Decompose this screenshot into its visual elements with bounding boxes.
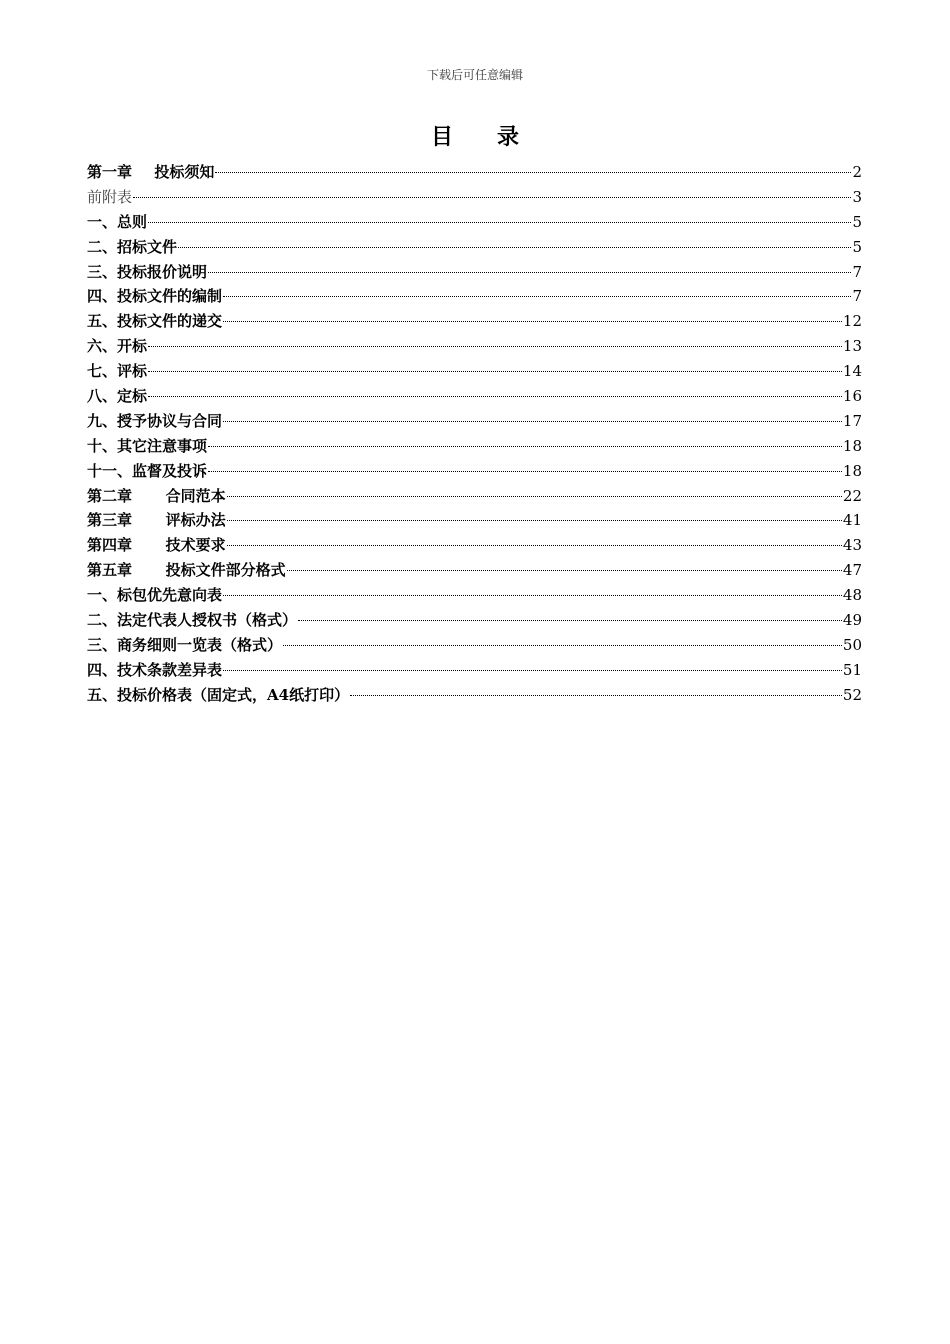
toc-entry-label: [87, 284, 222, 309]
toc-entry[interactable]: [87, 185, 862, 210]
toc-entry-label: [87, 608, 297, 633]
toc-entry-heading: 六、开标: [87, 337, 148, 356]
toc-leader-dots: [148, 371, 842, 372]
toc-page-number: 14: [842, 362, 862, 381]
toc-leader-dots: [208, 272, 851, 273]
toc-entry-label: [87, 260, 207, 285]
toc-page-number: 2: [852, 163, 862, 181]
toc-entry-label: [87, 235, 177, 260]
toc-entry[interactable]: [87, 235, 862, 260]
toc-entry-heading: 五、投标价格表（固定式，A4纸打印）: [87, 685, 350, 704]
toc-entry[interactable]: [87, 608, 862, 633]
toc-entry-heading: 四、技术条款差异表: [87, 660, 223, 679]
toc-leader-dots: [178, 247, 851, 248]
toc-title: [0, 120, 950, 151]
toc-page-number: 52: [842, 685, 862, 704]
toc-leader-dots: [208, 471, 842, 472]
toc-leader-dots: [223, 670, 842, 671]
toc-leader-dots: [287, 570, 842, 571]
toc-entry-label: [87, 533, 226, 558]
toc-entry-label: [87, 210, 147, 235]
toc-entry-label: [87, 309, 222, 334]
toc-entry-heading: 第四章: [87, 536, 133, 555]
toc-entry-label: [87, 185, 132, 210]
toc-entry-label: [87, 409, 222, 434]
toc-page-number: 49: [842, 611, 862, 630]
toc-entry-heading: 七、评标: [87, 362, 148, 381]
toc-leader-dots: [223, 595, 842, 596]
toc-entry[interactable]: [87, 309, 862, 334]
toc-title-right: 录: [497, 124, 520, 150]
toc-entry-label: [87, 658, 222, 683]
toc-leader-dots: [223, 421, 842, 422]
toc-entry-label: [87, 384, 147, 409]
toc-leader-dots: [148, 396, 842, 397]
toc-entry[interactable]: [87, 334, 862, 359]
toc-entry-label: [87, 508, 226, 533]
toc-entry-heading: 二、法定代表人授权书（格式）: [87, 611, 298, 630]
toc-entry[interactable]: [87, 284, 862, 309]
toc-entry-label: [87, 633, 282, 658]
toc-page-number: 13: [842, 337, 862, 356]
toc-entry[interactable]: [87, 533, 862, 558]
toc-leader-dots: [223, 321, 842, 322]
toc-leader-dots: [227, 496, 842, 497]
toc-entry-heading: 第三章: [87, 511, 133, 530]
toc-entry[interactable]: [87, 633, 862, 658]
toc-entry[interactable]: [87, 658, 862, 683]
toc-entry-title: 合同范本: [165, 486, 226, 505]
toc-entry-heading: 八、定标: [87, 387, 148, 406]
toc-leader-dots: [133, 197, 851, 198]
toc-page-number: 48: [842, 586, 862, 605]
toc-entry[interactable]: [87, 409, 862, 434]
toc-entry-heading: 四、投标文件的编制: [87, 287, 223, 306]
toc-entry-title: 投标须知: [154, 163, 215, 181]
toc-entry[interactable]: [87, 683, 862, 708]
toc-page-number: 47: [842, 561, 862, 580]
toc-page-number: 7: [852, 262, 862, 281]
toc-page-number: 3: [852, 187, 862, 206]
toc-leader-dots: [215, 172, 851, 173]
toc-entry-heading: 三、投标报价说明: [87, 262, 208, 281]
toc-page-number: 41: [842, 511, 862, 530]
toc-leader-dots: [208, 446, 842, 447]
toc-entry-heading: 三、商务细则一览表（格式）: [87, 635, 283, 654]
header-note: 下载后可任意编辑: [426, 68, 523, 82]
toc-entry-label: [87, 683, 349, 708]
toc-entry-heading: 二、招标文件: [87, 237, 178, 256]
toc-leader-dots: [148, 346, 842, 347]
toc-entry-title: 技术要求: [165, 536, 226, 555]
toc-entry-label: [87, 334, 147, 359]
toc-page-number: 7: [852, 287, 862, 306]
toc-leader-dots: [227, 545, 842, 546]
toc-entry-label: [87, 359, 147, 384]
toc-entry[interactable]: [87, 384, 862, 409]
toc-leader-dots: [227, 520, 842, 521]
toc-entry-label: [87, 434, 207, 459]
toc-leader-dots: [350, 695, 842, 696]
toc-entry-label: [87, 583, 222, 608]
toc-entry-heading: 第五章: [87, 561, 133, 580]
toc-entry-heading: 一、标包优先意向表: [87, 586, 223, 605]
toc-page-number: 12: [842, 312, 862, 331]
toc-page-number: 50: [842, 635, 862, 654]
toc-entry-label: [87, 459, 207, 484]
toc-entry[interactable]: [87, 210, 862, 235]
table-of-contents: [87, 160, 862, 708]
toc-page-number: 18: [842, 461, 862, 480]
toc-page-number: 5: [852, 237, 862, 256]
toc-entry[interactable]: [87, 359, 862, 384]
toc-entry[interactable]: [87, 459, 862, 484]
toc-leader-dots: [148, 222, 851, 223]
toc-page-number: 22: [842, 486, 862, 505]
toc-page-number: 17: [842, 411, 862, 430]
toc-entry[interactable]: [87, 508, 862, 533]
toc-leader-dots: [283, 645, 842, 646]
toc-leader-dots: [298, 620, 842, 621]
toc-entry-label: [87, 160, 214, 185]
toc-leader-dots: [223, 296, 851, 297]
toc-entry-heading: 前附表: [87, 187, 133, 206]
toc-entry-heading: 一、总则: [87, 212, 148, 231]
toc-entry-label: [87, 484, 226, 509]
toc-page-number: 16: [842, 387, 862, 406]
toc-entry[interactable]: [87, 260, 862, 285]
toc-entry-heading: 十一、监督及投诉: [87, 461, 208, 480]
toc-entry-heading: 十、其它注意事项: [87, 436, 208, 455]
toc-entry-heading: 第一章: [87, 163, 133, 181]
toc-entry[interactable]: [87, 160, 862, 185]
toc-entry-heading: 九、授予协议与合同: [87, 411, 223, 430]
toc-page-number: 43: [842, 536, 862, 555]
toc-entry-heading: 五、投标文件的递交: [87, 312, 223, 331]
toc-entry[interactable]: [87, 434, 862, 459]
toc-entry-label: [87, 558, 286, 583]
toc-page-number: 51: [842, 660, 862, 679]
toc-page-number: 5: [852, 212, 862, 231]
toc-entry[interactable]: [87, 558, 862, 583]
toc-entry[interactable]: [87, 484, 862, 509]
toc-page-number: 18: [842, 436, 862, 455]
toc-entry-heading: 第二章: [87, 486, 133, 505]
toc-entry-title: 评标办法: [165, 511, 226, 530]
toc-title-left: 目: [430, 124, 453, 150]
toc-entry[interactable]: [87, 583, 862, 608]
toc-entry-title: 投标文件部分格式: [165, 561, 286, 580]
